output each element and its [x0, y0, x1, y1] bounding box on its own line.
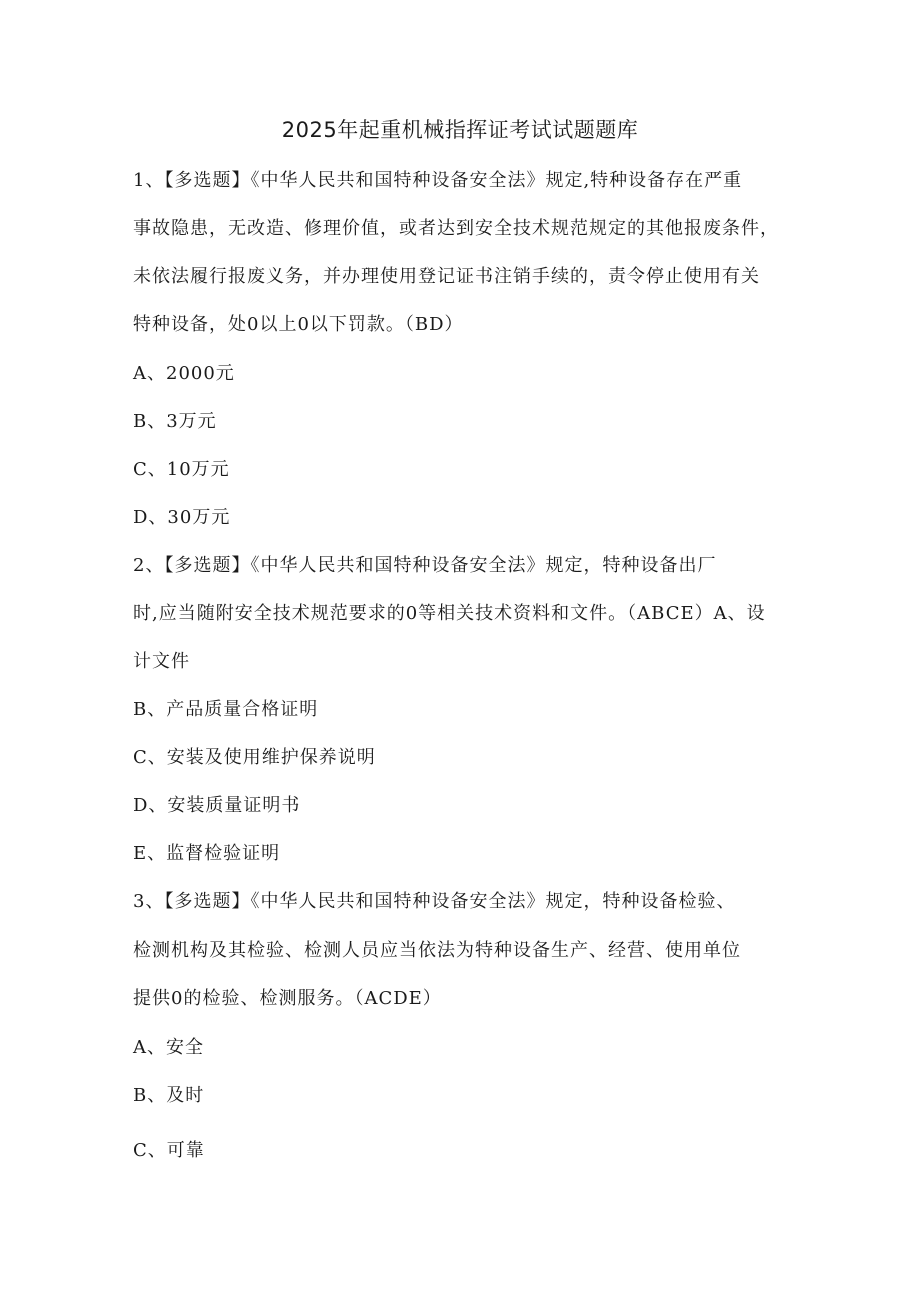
question-2-option-d: D、安装质量证明书 [133, 795, 301, 816]
question-2-option-b: B、产品质量合格证明 [133, 699, 319, 720]
question-2-line-1: 2、【多选题】《中华人民共和国特种设备安全法》规定，特种设备出厂 [133, 555, 717, 576]
page-title: 2025年起重机械指挥证考试试题题库 [281, 118, 639, 142]
question-2-option-e: E、监督检验证明 [133, 843, 281, 864]
question-3-line-3: 提供0的检验、检测服务。（ACDE） [133, 988, 442, 1009]
question-3-option-a: A、安全 [133, 1037, 204, 1058]
question-2-option-c: C、安装及使用维护保养说明 [133, 747, 376, 768]
question-1-option-a: A、2000元 [133, 363, 235, 384]
question-3-option-c: C、可靠 [133, 1140, 205, 1161]
question-3-line-2: 检测机构及其检验、检测人员应当依法为特种设备生产、经营、使用单位 [133, 940, 741, 961]
question-1-line-2: 事故隐患，无改造、修理价值，或者达到安全技术规范规定的其他报废条件， [133, 218, 779, 239]
question-1-option-b: B、3万元 [133, 411, 217, 432]
question-1-line-1: 1、【多选题】《中华人民共和国特种设备安全法》规定,特种设备存在严重 [133, 170, 743, 191]
question-2-line-2: 时,应当随附安全技术规范要求的0等相关技术资料和文件。（ABCE）A、设 [133, 603, 766, 624]
question-1-option-c: C、10万元 [133, 459, 230, 480]
question-1-line-3: 未依法履行报废义务，并办理使用登记证书注销手续的，责令停止使用有关 [133, 266, 760, 287]
question-2-line-3: 计文件 [133, 651, 190, 672]
question-1-line-4: 特种设备，处0以上0以下罚款。（BD） [133, 314, 464, 335]
question-3-line-1: 3、【多选题】《中华人民共和国特种设备安全法》规定，特种设备检验、 [133, 891, 736, 912]
question-1-option-d: D、30万元 [133, 507, 231, 528]
question-3-option-b: B、及时 [133, 1085, 205, 1106]
